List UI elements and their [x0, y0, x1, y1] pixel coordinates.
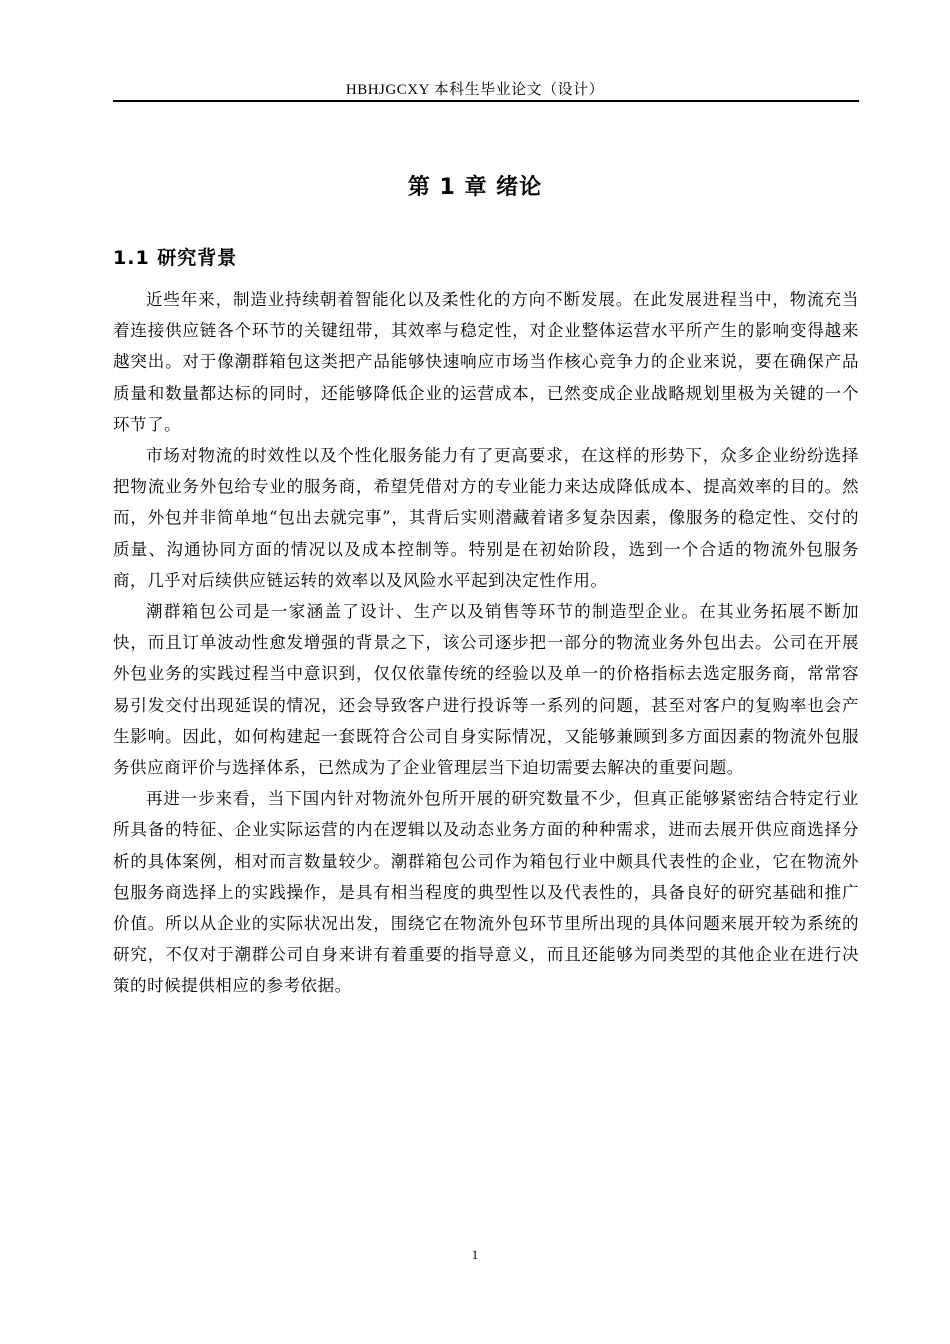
header-rule	[113, 100, 859, 102]
paragraph-1: 近些年来，制造业持续朝着智能化以及柔性化的方向不断发展。在此发展进程当中，物流充当着连接供应链各个环节的关键纽带，其效率与稳定性，对企业整体运营水平所产生的影响变得越来越突出。对于像潮群箱包这类把产品能够快速响应市场当作核心竞争力的企业来说，要在确保产品质量和数量都达标的同时，还能够降低企业的运营成本，已然变成企业战略规划里极为关键的一个环节了。	[113, 290, 859, 434]
paragraph-3: 潮群箱包公司是一家涵盖了设计、生产以及销售等环节的制造型企业。在其业务拓展不断加快，而且订单波动性愈发增强的背景之下，该公司逐步把一部分的物流业务外包出去。公司在开展外包业务的实践过程当中意识到，仅仅依靠传统的经验以及单一的价格指标去选定服务商，常常容易引发交付出现延误的情况，还会导致客户进行投诉等一系列的问题，甚至对客户的复购率也会产生影响。因此，如何构建起一套既符合公司自身实际情况，又能够兼顾到多方面因素的物流外包服务供应商评价与选择体系，已然成为了企业管理层当下迫切需要去解决的重要问题。	[113, 602, 859, 778]
section-title: 1.1 研究背景	[113, 247, 238, 269]
body-text	[113, 284, 859, 1002]
paragraph-2: 市场对物流的时效性以及个性化服务能力有了更高要求，在这样的形势下，众多企业纷纷选择把物流业务外包给专业的服务商，希望凭借对方的专业能力来达成降低成本、提高效率的目的。然而，外包并非简单地“包出去就完事”，其背后实则潜藏着诸多复杂因素，像服务的稳定性、交付的质量、沟通协同方面的情况以及成本控制等。特别是在初始阶段，选到一个合适的物流外包服务商，几乎对后续供应链运转的效率以及风险水平起到决定性作用。	[113, 446, 859, 590]
paragraph-4: 再进一步来看，当下国内针对物流外包所开展的研究数量不少，但真正能够紧密结合特定行业所具备的特征、企业实际运营的内在逻辑以及动态业务方面的种种需求，进而去展开供应商选择分析的具体案例，相对而言数量较少。潮群箱包公司作为箱包行业中颇具代表性的企业，它在物流外包服务商选择上的实践操作，是具有相当程度的典型性以及代表性的，具备良好的研究基础和推广价值。所以从企业的实际状况出发，围绕它在物流外包环节里所出现的具体问题来展开较为系统的研究，不仅对于潮群公司自身来讲有着重要的指导意义，而且还能够为同类型的其他企业在进行决策的时候提供相应的参考依据。	[113, 789, 859, 996]
running-header: HBHJGCXY 本科生毕业论文（设计）	[345, 82, 605, 98]
chapter-title: 第 1 章 绪论	[407, 175, 543, 200]
page-number: 1	[471, 1247, 479, 1262]
